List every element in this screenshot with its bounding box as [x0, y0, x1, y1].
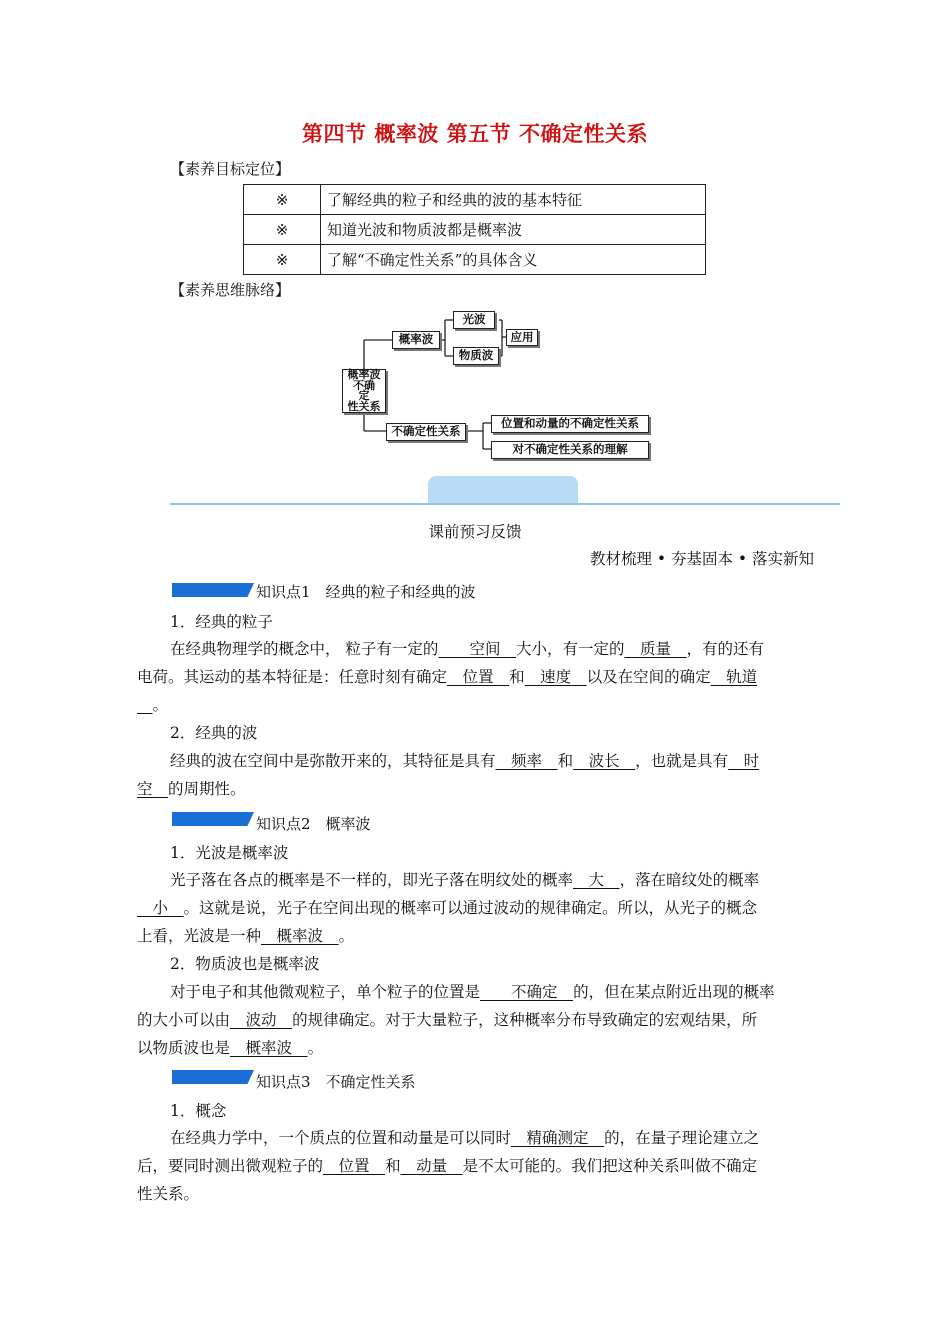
- answer-blank: 轨道: [726, 668, 758, 686]
- text: 。这就是说，光子在空间出现的概率可以通过波动的规律确定。所以，从光子的概念: [183, 899, 758, 917]
- mindmap-application: 应用: [506, 329, 538, 346]
- answer-blank: 概率波: [276, 927, 324, 945]
- text: 对于电子和其他微观粒子，单个粒子的位置是: [170, 983, 481, 1001]
- mindmap-position-momentum: 位置和动量的不确定性关系: [491, 415, 649, 433]
- mindmap-root-line: 不确: [353, 378, 375, 392]
- answer-blank: 动量: [416, 1157, 448, 1175]
- answer-blank: 空间: [469, 640, 501, 658]
- text: ，有的还有: [686, 640, 765, 658]
- goal-mark: ※: [244, 245, 321, 275]
- text: 的，在量子理论建立之: [604, 1129, 760, 1147]
- text: ，落在暗纹处的概率: [619, 871, 760, 889]
- kp1-heading-2: 2．经典的波: [170, 724, 258, 742]
- goal-mark: ※: [244, 215, 321, 245]
- answer-blank: 波长: [588, 752, 620, 770]
- text: 以及在空间的确定: [586, 668, 711, 686]
- answer-blank: 频率: [511, 752, 543, 770]
- text: 的，但在某点附近出现的概率: [573, 983, 775, 1001]
- kp1-heading-1: 1．经典的粒子: [170, 613, 273, 631]
- knowledge-point-3-label: 知识点3 不确定性关系: [256, 1073, 416, 1091]
- knowledge-point-bar: [172, 583, 254, 597]
- mindmap-root-line: 定: [358, 389, 370, 402]
- text: 大小，有一定的: [515, 640, 625, 658]
- kp2-para-line: [170, 869, 759, 891]
- goal-text: 了解经典的粒子和经典的波的基本特征: [321, 185, 706, 215]
- goals-table: [243, 184, 706, 275]
- mindmap-matter-wave: 物质波: [453, 347, 499, 365]
- text: 的大小可以由: [137, 1011, 231, 1029]
- mindmap-branch-probability-wave: 概率波: [392, 331, 440, 349]
- text: 。: [338, 927, 355, 945]
- mindmap-label: 【素养思维脉络】: [170, 281, 291, 299]
- text: 电荷。其运动的基本特征是：任意时刻有确定: [137, 668, 448, 686]
- text: 和: [385, 1157, 401, 1175]
- kp2-para-line: [137, 1037, 323, 1059]
- text: 光子落在各点的概率是不一样的，即光子落在明纹处的概率: [170, 871, 574, 889]
- mindmap-branch-uncertainty: 不确定性关系: [386, 423, 466, 441]
- kp2-para-line: [137, 897, 757, 919]
- text: 和: [557, 752, 574, 770]
- kp2-para-line: [170, 981, 775, 1003]
- goals-label: 【素养目标定位】: [170, 160, 291, 178]
- answer-blank: 精确测定: [526, 1129, 589, 1147]
- text: 后，要同时测出微观粒子的: [137, 1157, 324, 1175]
- kp3-para-line: 性关系。: [137, 1185, 200, 1203]
- answer-blank: 不确定: [511, 983, 558, 1001]
- answer-blank: 大: [588, 871, 605, 889]
- text: 。: [307, 1039, 324, 1057]
- kp1-para-line: [170, 750, 759, 772]
- answer-blank: 空: [137, 780, 153, 798]
- banner-divider: [170, 503, 840, 505]
- answer-blank: 位置: [338, 1157, 370, 1175]
- text: 是不太可能的。我们把这种关系叫做不确定: [462, 1157, 758, 1175]
- banner-title: 课前预习反馈: [428, 523, 522, 541]
- answer-blank: 位置: [462, 668, 494, 686]
- knowledge-point-bar: [172, 1070, 254, 1084]
- text: ，也就是具有: [635, 752, 729, 770]
- mindmap-light-wave: 光波: [453, 311, 495, 329]
- answer-blank: 概率波: [245, 1039, 293, 1057]
- goal-row: [244, 245, 706, 275]
- answer-blank: 速度: [540, 668, 572, 686]
- knowledge-point-2-label: 知识点2 概率波: [256, 815, 371, 833]
- kp2-heading-1: 1．光波是概率波: [170, 844, 289, 862]
- text: 上看，光波是一种: [137, 927, 262, 945]
- kp3-para-line: [170, 1127, 759, 1149]
- text: 的周期性。: [168, 780, 246, 798]
- kp3-heading-1: 1．概念: [170, 1102, 227, 1120]
- kp1-para-line: [137, 694, 168, 716]
- kp2-para-line: [137, 925, 354, 947]
- text: 的规律确定。对于大量粒子，这种概率分布导致确定的宏观结果，所: [292, 1011, 758, 1029]
- text: 。: [152, 696, 169, 714]
- banner-subtitle: 教材梳理 • 夯基固本 • 落实新知: [590, 550, 814, 568]
- text: 经典的波在空间中是弥散开来的，其特征是具有: [170, 752, 496, 770]
- answer-blank: 波动: [245, 1011, 277, 1029]
- text: 在经典物理学的概念中， 粒子有一定的: [170, 640, 439, 658]
- goal-mark: ※: [244, 185, 321, 215]
- answer-blank: 小: [152, 899, 169, 917]
- goal-text: 知道光波和物质波都是概率波: [321, 215, 706, 245]
- mindmap-understanding: 对不确定性关系的理解: [491, 441, 649, 459]
- kp2-para-line: [137, 1009, 757, 1031]
- kp1-para-line: [137, 666, 757, 688]
- kp1-para-line: [170, 638, 764, 660]
- kp1-para-line: [137, 778, 246, 800]
- mindmap-root: [342, 369, 386, 413]
- knowledge-point-1-label: 知识点1 经典的粒子和经典的波: [256, 583, 476, 601]
- text: 以物质波也是: [137, 1039, 231, 1057]
- answer-blank: 时: [743, 752, 760, 770]
- knowledge-point-bar: [172, 812, 254, 826]
- mindmap-root-line: 概率波: [347, 368, 381, 381]
- text: 在经典力学中，一个质点的位置和动量是可以同时: [170, 1129, 512, 1147]
- goal-row: [244, 215, 706, 245]
- page-title: 第四节 概率波 第五节 不确定性关系: [302, 122, 648, 146]
- answer-blank: 质量: [640, 640, 672, 658]
- mindmap-root-line: 性关系: [347, 399, 381, 413]
- kp2-heading-2: 2．物质波也是概率波: [170, 955, 320, 973]
- goal-text: 了解“不确定性关系”的具体含义: [321, 245, 706, 275]
- goal-row: [244, 185, 706, 215]
- banner-tab: [428, 476, 578, 504]
- text: 和: [509, 668, 525, 686]
- answer-blank: [137, 696, 153, 714]
- kp3-para-line: [137, 1155, 757, 1177]
